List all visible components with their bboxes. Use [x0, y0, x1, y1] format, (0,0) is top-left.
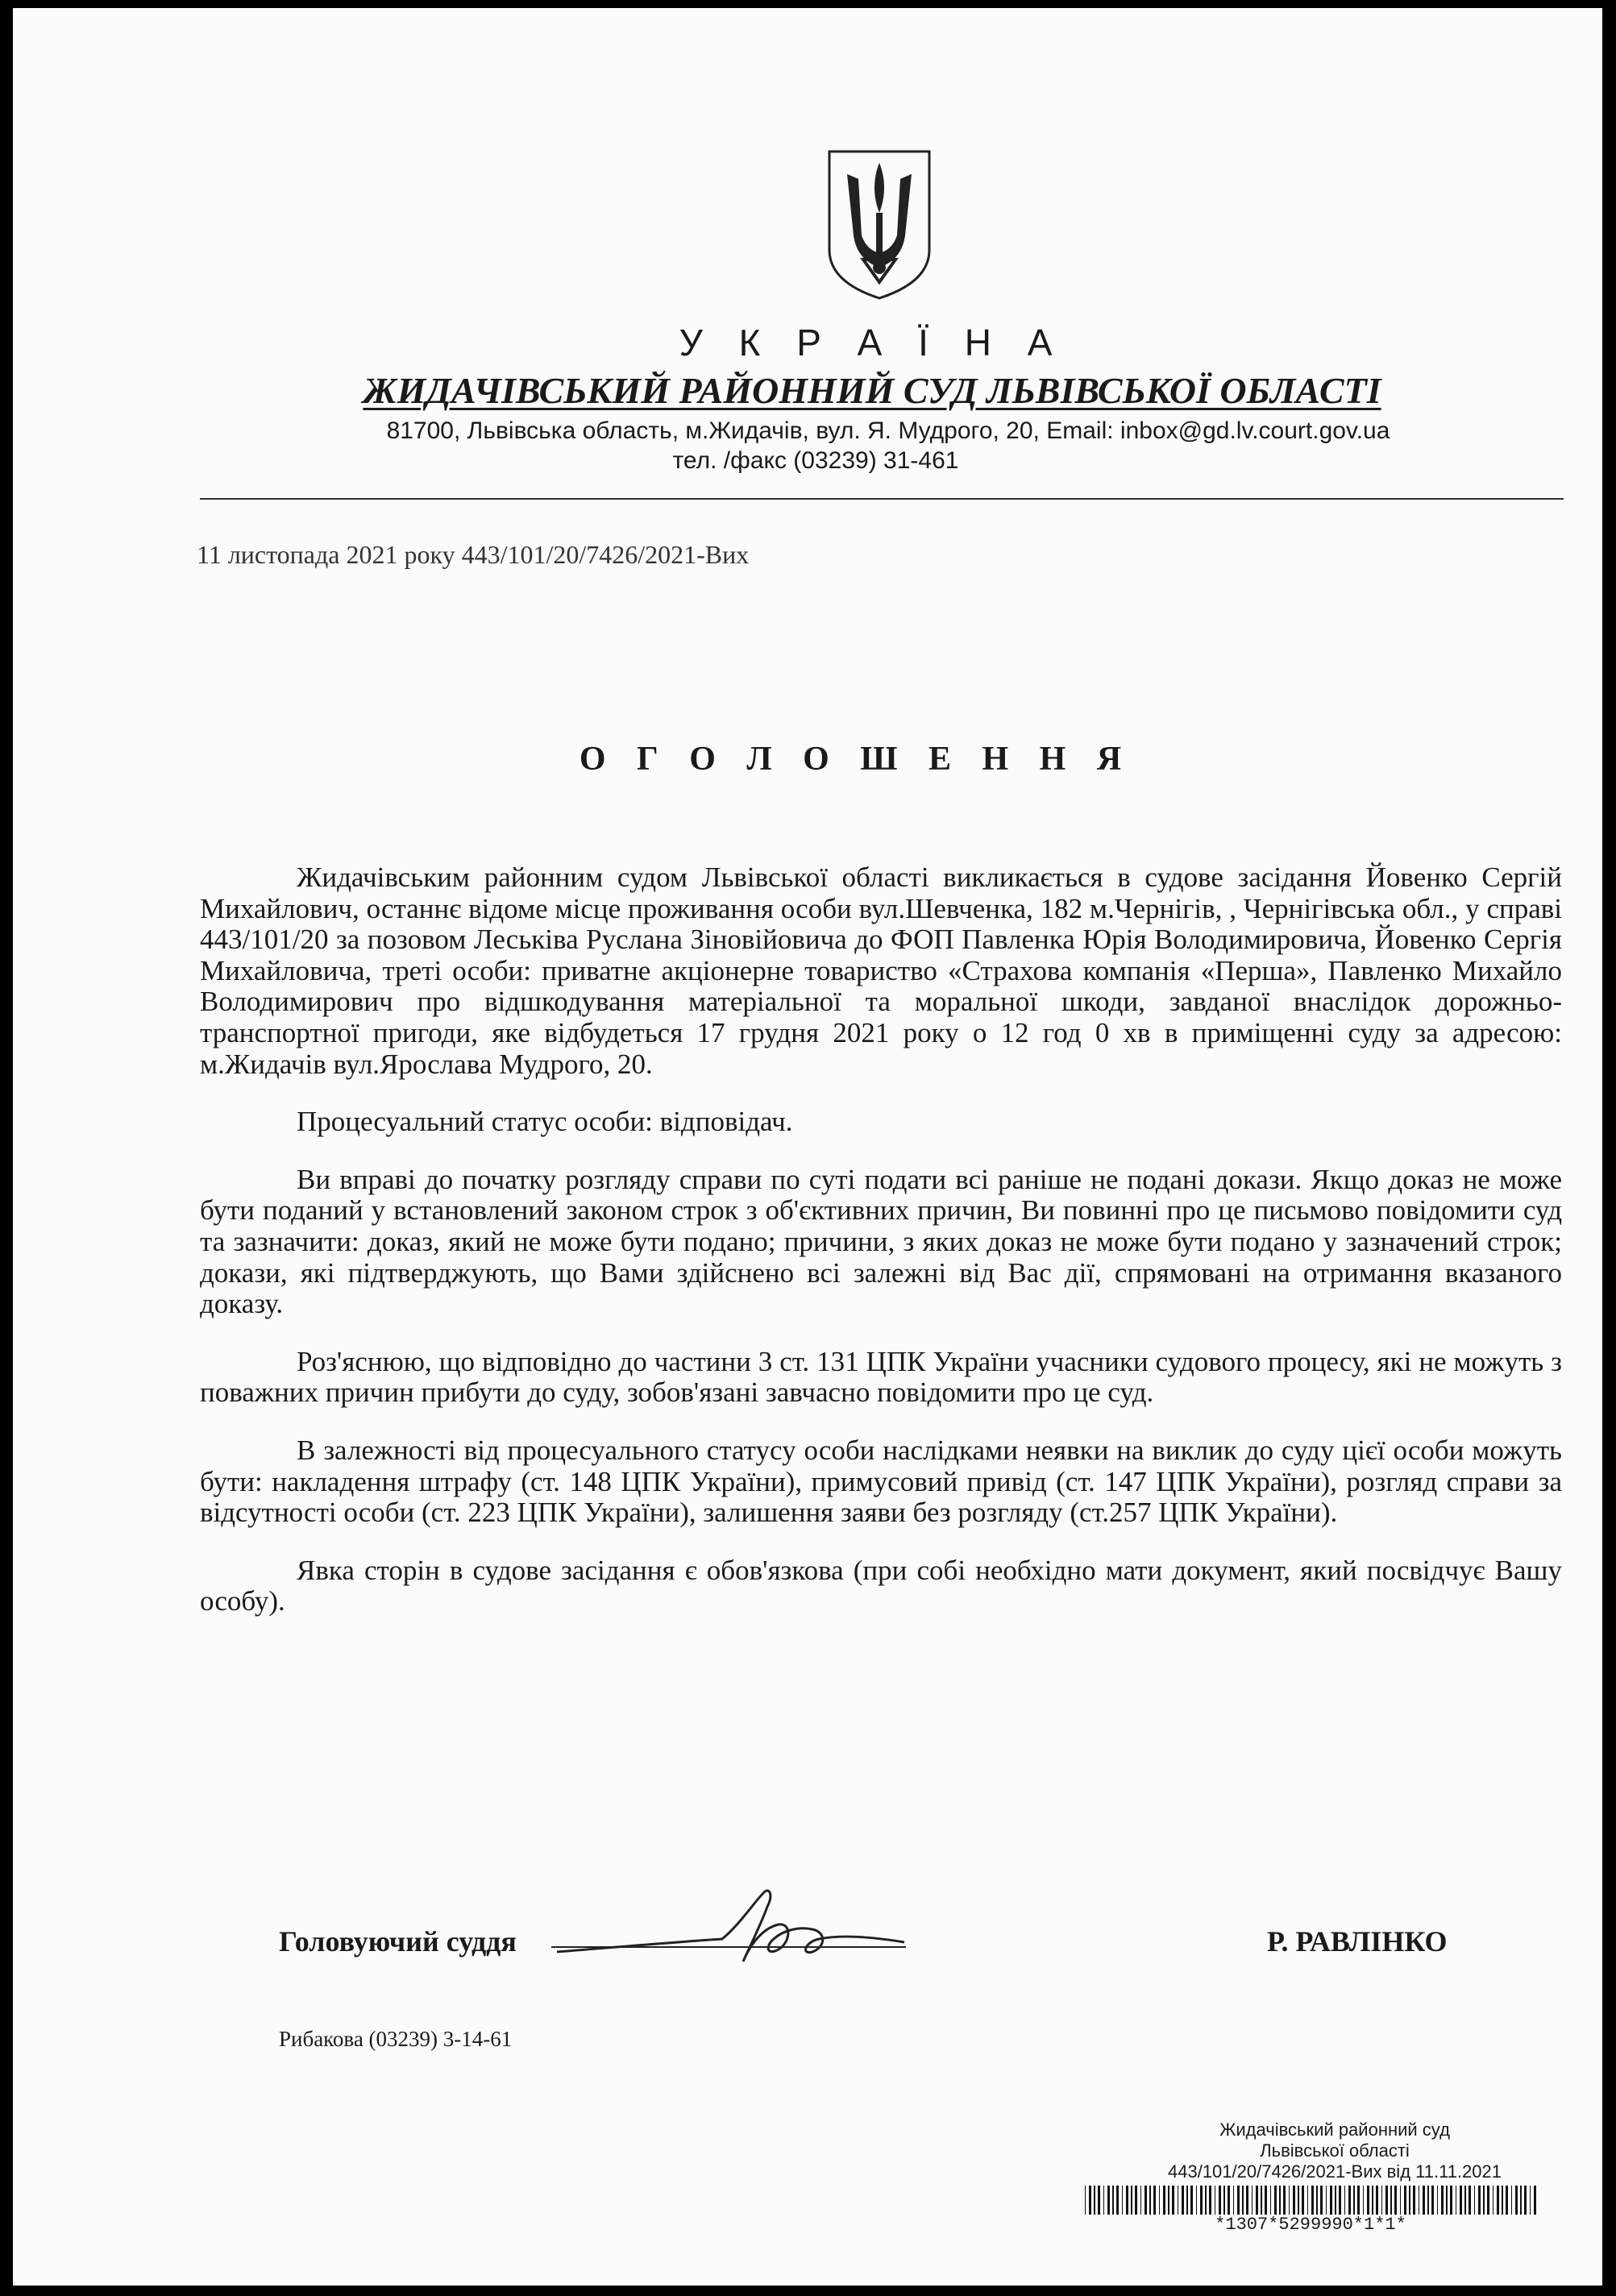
- paragraph: Явка сторін в судове засідання є обов'язкова (при собі необхідно мати документ, який посвідчує Вашу особу).: [200, 1554, 1562, 1617]
- barcode-text: *1307*5299990*1*1*: [1215, 2215, 1406, 2235]
- paragraph: Роз'яснюю, що відповідно до частини 3 ст. 131 ЦПК України учасники судового процесу, які не можуть з поважних причин прибути до суду, зобов'язані завчасно повідомити про це суд.: [200, 1345, 1562, 1409]
- country-heading: У К Р А Ї Н А: [679, 322, 1066, 363]
- signature-title: Головуючий суддя: [279, 1925, 517, 1958]
- header-divider: [200, 498, 1564, 500]
- executor-contact: Рибакова (03239) 3-14-61: [279, 2027, 513, 2051]
- registration-line: 443/101/20/7426/2021-Вих від 11.11.2021: [1168, 2161, 1502, 2182]
- paragraph: Ви вправі до початку розгляду справи по суті подати всі раніше не подані докази. Якщо доказ не може бути поданий у встановлений законом строк з об'єктивних причин, Ви повинні про це письмово повідомити суд та зазначити: доказ, який не може бути подано; причини, з яких доказ не може бути подано у зазначений строк; докази, які підтверджують, що Вами здійснено всі залежні від Вас дії, спрямовані на отримання вказаного доказу.: [200, 1163, 1562, 1320]
- handwritten-signature: [553, 1878, 908, 1983]
- paragraph: В залежності від процесуального статусу особи наслідками неявки на виклик до суду цієї особи можуть бути: накладення штрафу (ст. 148 ЦПК України), примусовий привід (ст. 147 ЦПК України), розгляд справи за відсутності особи (ст. 223 ЦПК України), залишення заяви без розгляду (ст.257 ЦПК України).: [200, 1434, 1562, 1529]
- notice-body: [200, 862, 1562, 1644]
- outgoing-reference: 11 листопада 2021 року 443/101/20/7426/2021-Вих: [197, 540, 750, 569]
- signatory-name: Р. РАВЛІНКО: [1267, 1925, 1448, 1958]
- document-title: О Г О Л О Ш Е Н Н Я: [579, 741, 1133, 778]
- registration-line: Львівської області: [1260, 2140, 1410, 2161]
- court-address: 81700, Львівська область, м.Жидачів, вул. Я. Мудрого, 20, Email: inbox@gd.lv.court.gov.ua: [386, 417, 1390, 444]
- court-name-heading: ЖИДАЧІВСЬКИЙ РАЙОННИЙ СУД ЛЬВІВСЬКОЇ ОБЛАСТІ: [363, 370, 1381, 411]
- registration-line: Жидачівський районний суд: [1219, 2120, 1450, 2140]
- paragraph: Процесуальний статус особи: відповідач.: [297, 1106, 793, 1138]
- barcode: [1085, 2186, 1536, 2215]
- document-page: [13, 8, 1602, 2286]
- paragraph: Жидачівським районним судом Львівської області викликається в судове засідання Йовенко Сергій Михайлович, останнє відоме місце проживання особи вул.Шевченка, 182 м.Чернігів, , Чернігівська обл., у справі 443/101/20 за позовом Леськіва Руслана Зіновійовича до ФОП Павленка Юрія Володимировича, Йовенко Сергія Михайловича, треті особи: приватне акціонерне товариство «Страхова компанія «Перша», Павленко Михайло Володимирович про відшкодування матеріальної та моральної шкоди, завданої внаслідок дорожньо-транспортної пригоди, яке відбудеться 17 грудня 2021 року о 12 год 0 хв в приміщенні суду за адресою: м.Жидачів вул.Ярослава Мудрого, 20.: [200, 862, 1562, 1080]
- court-phone: тел. /факс (03239) 31-461: [672, 447, 959, 474]
- registration-stamp: [1109, 2120, 1560, 2182]
- coat-of-arms-icon: [823, 147, 936, 301]
